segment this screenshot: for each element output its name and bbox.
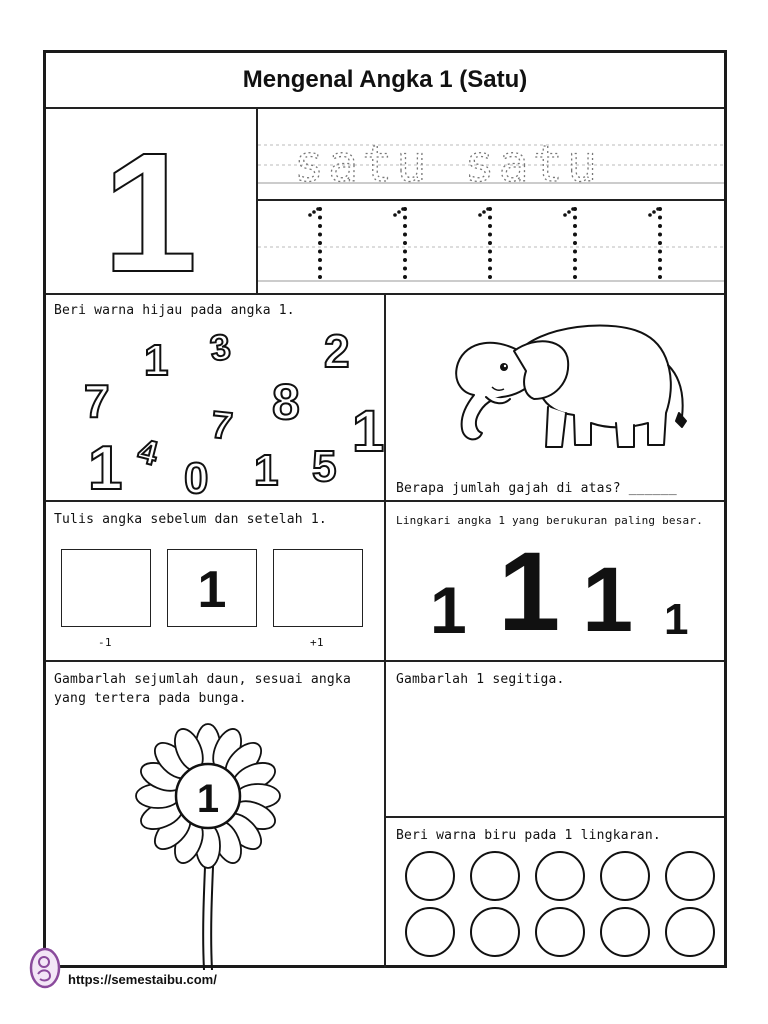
elephant-cell [386,295,724,502]
dotted-one-trace[interactable] [308,207,322,279]
dotted-one-trace[interactable] [478,207,492,279]
middle-number: 1 [197,561,227,619]
dotted-one-trace[interactable] [648,207,662,279]
scattered-number[interactable]: 0 [184,454,209,501]
scattered-number[interactable]: 5 [312,442,337,491]
colorable-circle[interactable] [536,908,584,956]
digit-one-largest[interactable]: 1 [498,529,561,654]
worksheet-title: Mengenal Angka 1 (Satu) [46,53,724,109]
digit-one-large[interactable]: 1 [582,549,634,651]
worksheet [43,50,727,968]
digit-one-small[interactable]: 1 [664,595,689,644]
colorable-circle[interactable] [536,852,584,900]
largest-one-cell [386,502,724,662]
colorable-circle[interactable] [666,908,714,956]
scattered-number[interactable]: 7 [84,375,110,427]
colorable-circle[interactable] [406,908,454,956]
scattered-number[interactable]: 1 [144,336,169,385]
color-green-instruction: Beri warna hijau pada angka 1. [54,303,295,318]
flower-cell [46,662,386,968]
digit-tracing-area [258,201,724,295]
scattered-number[interactable]: 1 [352,399,384,464]
scattered-number[interactable]: 3 [207,325,233,369]
blue-circle-instruction: Beri warna biru pada 1 lingkaran. [396,828,661,843]
flower-instruction-line2: yang tertera pada bunga. [54,691,247,706]
scattered-number[interactable]: 1 [254,446,279,495]
sequence-instruction: Tulis angka sebelum dan setelah 1. [54,512,327,527]
colorable-circle[interactable] [666,852,714,900]
sequence-cell [46,502,386,662]
elephant-illustration [386,295,724,465]
middle-number-box [167,549,257,627]
largest-one-instruction: Lingkari angka 1 yang berukuran paling besar. [396,514,704,527]
scattered-number[interactable]: 4 [134,431,162,474]
footer [28,946,217,990]
circle-grid [386,848,724,968]
colorable-circle[interactable] [601,852,649,900]
dotted-one-trace[interactable] [393,207,407,279]
before-answer-box[interactable] [61,549,151,627]
flower-illustration [108,720,308,970]
semestaibu-logo-icon [28,946,62,990]
dotted-one-trace[interactable] [563,207,577,279]
flower-number: 1 [196,777,220,821]
after-label: +1 [310,636,324,649]
scattered-number[interactable]: 2 [324,325,350,377]
scattered-number[interactable]: 1 [88,434,123,501]
flower-instruction-line1: Gambarlah sejumlah daun, sesuai angka [54,672,351,687]
scattered-number[interactable]: 7 [209,404,235,449]
color-green-cell [46,295,386,502]
after-answer-box[interactable] [273,549,363,627]
footer-url[interactable]: https://semestaibu.com/ [68,971,217,987]
word-tracing-area [258,109,724,199]
blue-circle-cell [386,818,724,968]
big-number-cell [46,109,258,295]
scattered-number[interactable]: 8 [272,374,300,430]
tracing-cell [258,109,724,295]
before-label: -1 [98,636,112,649]
triangle-cell[interactable] [386,662,724,818]
colorable-circle[interactable] [471,852,519,900]
digit-one-medium[interactable]: 1 [430,573,467,647]
big-outline-one [46,109,256,293]
scattered-numbers [46,321,384,501]
big-number-glyph[interactable]: 1 [102,118,198,293]
elephant-question: Berapa jumlah gajah di atas? ______ [396,481,677,496]
colorable-circle[interactable] [406,852,454,900]
triangle-instruction: Gambarlah 1 segitiga. [396,672,565,687]
word-trace-text[interactable]: satu satu [294,135,601,193]
colorable-circle[interactable] [601,908,649,956]
colorable-circle[interactable] [471,908,519,956]
